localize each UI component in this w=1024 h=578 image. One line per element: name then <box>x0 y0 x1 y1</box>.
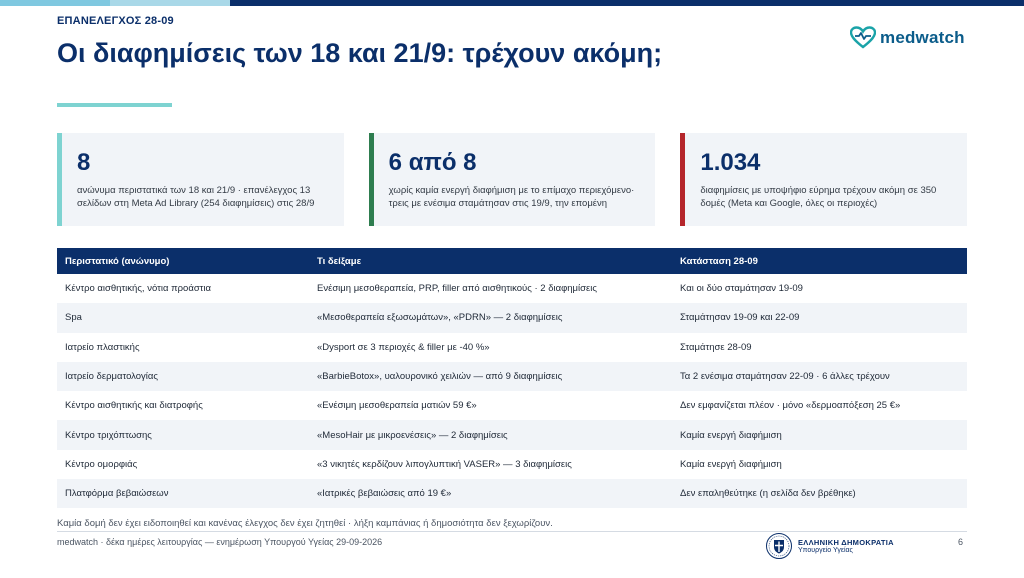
logo-text: medwatch <box>880 28 965 47</box>
cell-shown: «Dysport σε 3 περιοχές & filler με -40 %» <box>317 341 490 353</box>
cell-status: Δεν επαληθεύτηκε (η σελίδα δεν βρέθηκε) <box>680 488 856 500</box>
table-body <box>57 274 967 508</box>
stat-description: χωρίς καμία ενεργή διαφήμιση με το επίμαχο περιεχόμενο· τρεις με ενέσιμα σταμάτησαν στις 19/9, την επομένη <box>388 185 635 209</box>
cell-shown: Ενέσιμη μεσοθεραπεία, PRP, filler από αισθητικούς · 2 διαφημίσεις <box>317 283 597 295</box>
cell-status: Σταμάτησαν 19-09 και 22-09 <box>680 312 800 324</box>
stat-card-cases <box>57 133 344 226</box>
ministry-logo <box>765 532 894 560</box>
table-header <box>57 248 967 274</box>
cell-case: Πλατφόρμα βεβαιώσεων <box>65 488 169 500</box>
cell-shown: «Ενέσιμη μεσοθεραπεία ματιών 59 €» <box>317 400 477 412</box>
column-header-shown: Τι δείξαμε <box>317 255 362 267</box>
cell-case: Κέντρο τριχόπτωσης <box>65 429 152 441</box>
cell-case: Ιατρείο πλαστικής <box>65 341 140 353</box>
cell-status: Και οι δύο σταμάτησαν 19-09 <box>680 283 803 295</box>
stat-value: 6 από 8 <box>388 149 477 176</box>
cell-case: Spa <box>65 312 82 324</box>
cell-case: Κέντρο αισθητικής, νότια προάστια <box>65 283 212 295</box>
footer-text: medwatch · δέκα ημέρες λειτουργίας — ενημέρωση Υπουργού Υγείας 29-09-2026 <box>57 537 383 547</box>
footnote: Καμία δομή δεν έχει ειδοποιηθεί και κανένας έλεγχος δεν έχει ζητηθεί · λήξη καμπάνιας ή δημοσιότητα δεν ξεχωρίζουν. <box>57 518 553 529</box>
table-row <box>57 303 967 332</box>
cell-shown: «MesoHair με μικροενέσεις» — 2 διαφημίσεις <box>317 429 508 441</box>
cell-case: Ιατρείο δερματολογίας <box>65 371 158 383</box>
title-underline <box>57 103 172 107</box>
cell-status: Καμία ενεργή διαφήμιση <box>680 429 782 441</box>
stat-description: ανώνυμα περιστατικά των 18 και 21/9 · επανέλεγχος 13 σελίδων στη Meta Ad Library (254 διαφημίσεις) στις 28/9 <box>77 185 315 209</box>
column-header-case: Περιστατικό (ανώνυμο) <box>65 255 170 267</box>
cases-table <box>57 248 967 508</box>
cell-shown: «Ιατρικές βεβαιώσεις από 19 €» <box>317 488 452 500</box>
stat-card-active-ads <box>680 133 967 226</box>
cell-case: Κέντρο ομορφιάς <box>65 458 138 470</box>
cell-status: Σταμάτησε 28-09 <box>680 341 752 353</box>
ministry-text <box>798 538 894 554</box>
cell-shown: «3 νικητές κερδίζουν λιπογλυπτική VASER» — 3 διαφημίσεις <box>317 458 572 470</box>
table-row <box>57 274 967 303</box>
top-bar-segment-navy <box>230 0 1024 6</box>
table-row <box>57 391 967 420</box>
column-header-status: Κατάσταση 28-09 <box>680 255 758 267</box>
cell-status: Καμία ενεργή διαφήμιση <box>680 458 782 470</box>
stat-value: 1.034 <box>700 149 761 176</box>
table-row <box>57 450 967 479</box>
cell-status: Τα 2 ενέσιμα σταμάτησαν 22-09 · 6 άλλες τρέχουν <box>680 371 890 383</box>
page-title: Οι διαφημίσεις των 18 και 21/9: τρέχουν ακόμη; <box>57 38 663 68</box>
heart-pulse-icon <box>850 26 876 50</box>
stats-row <box>57 133 967 226</box>
top-bar-segment-pale <box>110 0 230 6</box>
table-row <box>57 479 967 508</box>
stat-card-inactive <box>369 133 656 226</box>
ministry-subtitle: Υπουργείο Υγείας <box>798 547 853 554</box>
cell-shown: «BarbieBotox», υαλουρονικό χειλιών — από 9 διαφημίσεις <box>317 371 563 383</box>
eyebrow-label: ΕΠΑΝΕΛΕΓΧΟΣ 28-09 <box>57 15 174 27</box>
greek-emblem-icon <box>765 532 793 560</box>
stat-value: 8 <box>77 149 91 176</box>
cell-shown: «Μεσοθεραπεία εξωσωμάτων», «PDRN» — 2 διαφημίσεις <box>317 312 563 324</box>
top-accent-bar <box>0 0 1024 6</box>
page-number: 6 <box>958 537 964 547</box>
cell-status: Δεν εμφανίζεται πλέον · μόνο «δερμοαπόξεση 25 €» <box>680 400 901 412</box>
cell-case: Κέντρο αισθητικής και διατροφής <box>65 400 203 412</box>
table-row <box>57 362 967 391</box>
stat-description: διαφημίσεις με υποψήφιο εύρημα τρέχουν ακόμη σε 350 δομές (Meta και Google, όλες οι περιοχές) <box>700 185 937 209</box>
medwatch-logo <box>850 26 965 50</box>
table-row <box>57 420 967 449</box>
ministry-name: ΕΛΛΗΝΙΚΗ ΔΗΜΟΚΡΑΤΙΑ <box>798 538 894 547</box>
top-bar-segment-light <box>0 0 110 6</box>
table-row <box>57 333 967 362</box>
